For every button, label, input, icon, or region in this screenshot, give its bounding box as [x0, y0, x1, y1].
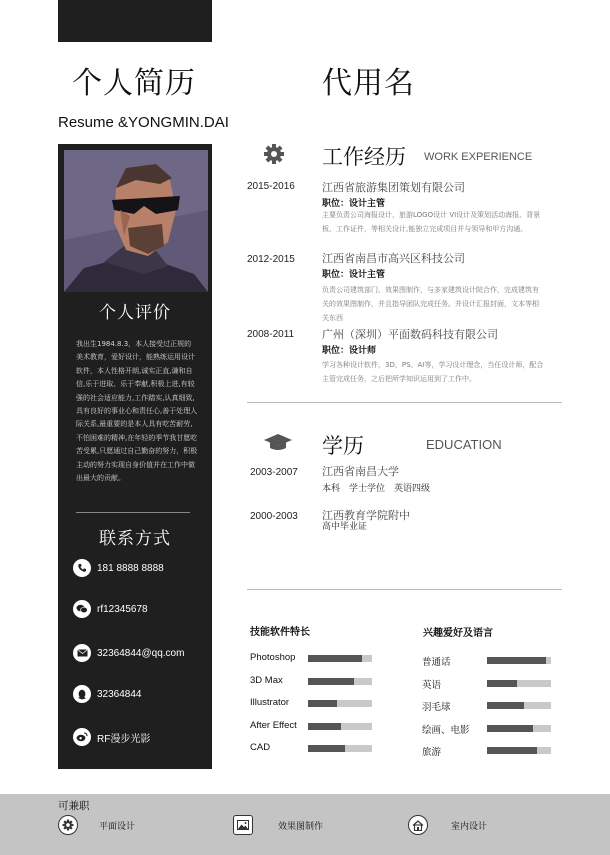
qq-number: 32364844 — [97, 688, 142, 700]
hobby-label: 普通话 — [422, 657, 451, 668]
gear-icon — [58, 815, 78, 835]
sidebar-divider — [76, 512, 190, 513]
hobbies-heading: 兴趣爱好及语言 — [423, 628, 493, 639]
work-year: 2015-2016 — [247, 181, 295, 192]
education-school: 江西省南昌大学 — [322, 465, 399, 478]
part-time-heading: 可兼职 — [58, 800, 90, 812]
top-dark-bar — [58, 0, 212, 42]
hobby-label: 旅游 — [422, 747, 442, 758]
hobby-level-bar — [487, 657, 551, 664]
phone-number: 181 8888 8888 — [97, 562, 164, 574]
weibo-icon — [73, 728, 91, 746]
level-fill — [487, 657, 546, 664]
page-title: 个人简历 — [72, 66, 196, 101]
level-fill — [308, 678, 354, 685]
work-company: 广州（深圳）平面数码科技有限公司 — [322, 328, 498, 341]
part-time-label: 平面设计 — [99, 821, 136, 832]
level-fill — [308, 745, 345, 752]
part-time-label: 效果图制作 — [278, 821, 324, 832]
work-role: 职位：设计师 — [322, 346, 377, 356]
work-company: 江西省旅游集团策划有限公司 — [322, 181, 465, 194]
section-divider — [247, 402, 562, 403]
education-school: 江西教育学院附中 — [322, 509, 410, 522]
skill-level-bar — [308, 723, 372, 730]
skill-label: Illustrator — [250, 697, 290, 708]
work-role: 职位：设计主管 — [322, 199, 386, 209]
name-title: 代用名 — [322, 66, 415, 101]
hobby-level-bar — [487, 725, 551, 732]
level-fill — [487, 725, 533, 732]
level-fill — [487, 680, 517, 687]
skill-level-bar — [308, 655, 372, 662]
skills-heading: 技能软件特长 — [250, 627, 310, 638]
level-fill — [308, 655, 362, 662]
gear-icon — [263, 143, 285, 165]
work-description: 主要负责公司海报设计，旅游LOGO设计 VI设计及策划活动海报、背景板、工作证件，等相关设计,能独立完成项目并与领导和甲方沟通。 — [322, 211, 541, 233]
education-section-subtitle: EDUCATION — [426, 437, 502, 452]
part-time-item-rendering — [233, 814, 323, 836]
hobby-level-bar — [487, 702, 551, 709]
education-year: 2000-2003 — [250, 511, 298, 522]
hobby-label: 英语 — [422, 679, 442, 691]
skill-level-bar — [308, 678, 372, 685]
email-icon — [73, 644, 91, 662]
self-evaluation-text: 我出生1984.8.3，本人接受过正规的美术教育，爱好设计，能熟练运用设计软件，本人性格开朗,诚实正直,谦和自信,乐于进取、乐于奉献,积极上进,有较强的社会适应能力,工作踏实,认真细致,具有良好的事业心和责任心,善于处理人际关系,最重要的是本人具有吃苦耐劳,不怕困难的精神,在年轻的季节我甘愿吃苦受累,只愿通过自己勤奋的努力，积极主动的努力实现自身价值并在工作中做出最大的贡献。 — [76, 340, 198, 483]
work-year: 2012-2015 — [247, 254, 295, 265]
wechat-id: rf12345678 — [97, 603, 148, 615]
work-section-title: 工作经历 — [322, 145, 406, 169]
weibo-name: RF漫步光影 — [97, 733, 151, 745]
education-section-title: 学历 — [322, 434, 364, 458]
hobby-label: 羽毛球 — [422, 702, 451, 713]
self-evaluation-heading: 个人评价 — [99, 303, 171, 323]
contact-email[interactable] — [73, 643, 208, 663]
education-year: 2003-2007 — [250, 467, 298, 478]
contact-weibo[interactable] — [73, 727, 208, 747]
hobby-level-bar — [487, 680, 551, 687]
skill-label: After Effect — [250, 719, 297, 731]
skill-level-bar — [308, 745, 372, 752]
image-icon — [233, 815, 253, 835]
contact-phone[interactable] — [73, 558, 208, 578]
work-description: 学习各种设计软件，3D、PS、AI等，学习设计理念，当任设计师，配合主管完成任务，之后把所学知识运用到了工作中。 — [322, 361, 544, 383]
contact-heading: 联系方式 — [99, 529, 171, 549]
level-fill — [308, 700, 337, 707]
level-fill — [308, 723, 341, 730]
skill-level-bar — [308, 700, 372, 707]
work-year: 2008-2011 — [247, 329, 295, 340]
phone-icon — [73, 559, 91, 577]
hobby-label: 绘画、电影 — [422, 724, 470, 736]
home-icon — [408, 815, 428, 835]
work-section-subtitle: WORK EXPERIENCE — [424, 151, 533, 163]
part-time-item-interior-design — [408, 814, 487, 836]
section-divider — [247, 589, 562, 590]
email-address: 32364844@qq.com — [97, 647, 185, 659]
profile-photo — [64, 150, 208, 292]
graduation-cap-icon — [263, 432, 293, 452]
hobby-level-bar — [487, 747, 551, 754]
skill-label: CAD — [250, 742, 271, 753]
education-detail: 高中毕业证 — [322, 522, 368, 532]
part-time-item-graphic-design — [58, 814, 135, 836]
contact-wechat[interactable] — [73, 599, 208, 619]
part-time-label: 室内设计 — [451, 821, 488, 832]
wechat-icon — [73, 600, 91, 618]
contact-qq[interactable] — [73, 684, 208, 704]
skill-label: 3D Max — [250, 674, 283, 686]
education-detail: 本科 学士学位 英语四级 — [322, 484, 431, 494]
work-description: 负责公司建筑部门，效果图制作，与多家建筑设计院合作，完成建筑有关的效果图制作，并且指导团队完成任务。并设计汇报封面，文本等相关东西 — [322, 286, 539, 322]
qq-icon — [73, 685, 91, 703]
level-fill — [487, 702, 524, 709]
work-role: 职位：设计主管 — [322, 270, 386, 280]
level-fill — [487, 747, 537, 754]
skill-label: Photoshop — [250, 652, 296, 663]
resume-subtitle: Resume &YONGMIN.DAI — [58, 114, 229, 131]
work-company: 江西省南昌市高兴区科技公司 — [322, 252, 465, 265]
